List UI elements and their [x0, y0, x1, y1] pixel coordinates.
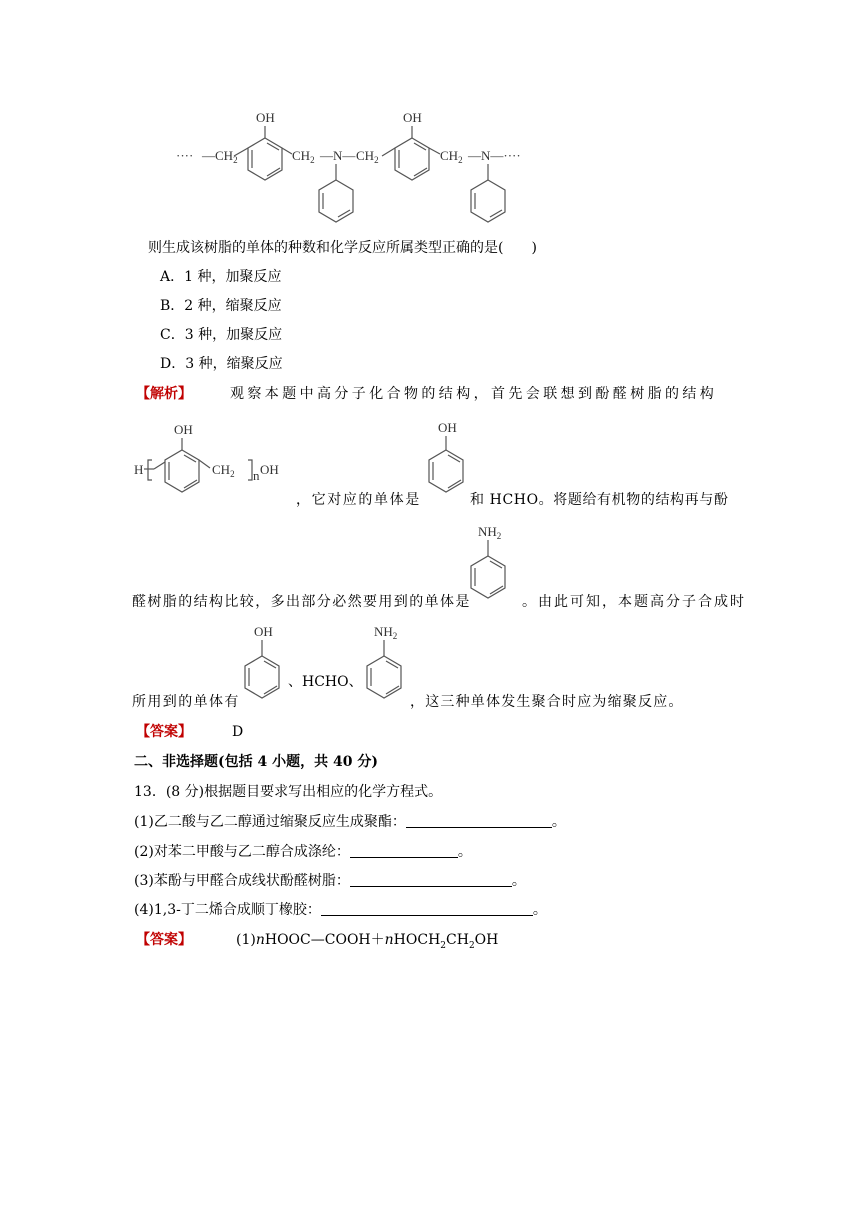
polymer-ch2-c: $CH_2$ — [356, 148, 379, 165]
benzene-ring-n2 — [471, 180, 505, 222]
q13-item-2: (2)对苯二甲酸与乙二醇合成涤纶： 。 — [134, 844, 472, 860]
answer-blank-3[interactable] — [350, 872, 512, 887]
resin-oh-end: OH — [260, 462, 279, 477]
answer-tag-1: 【答案】 — [136, 724, 192, 740]
phenol-oh: OH — [438, 420, 457, 435]
answer-tag-2: 【答案】 — [136, 932, 192, 948]
phenol-resin-structure — [132, 416, 292, 500]
analysis-line-1: 观察本题中高分子化合物的结构，首先会联想到酚醛树脂的结构 — [230, 386, 718, 402]
section-2-title: 二、非选择题(包括 4 小题，共 40 分) — [134, 754, 378, 770]
polymer-ch2-b: $CH_2$ — [292, 148, 315, 165]
question-stem: 则生成该树脂的单体的种数和化学反应所属类型正确的是( ) — [148, 240, 537, 256]
answer-blank-2[interactable] — [350, 843, 458, 858]
q13-item-4: (4)1,3-丁二烯合成顺丁橡胶： 。 — [134, 902, 547, 918]
resin-ch2: $CH_2$ — [212, 462, 235, 479]
analysis-line-4-end: ，这三种单体发生聚合时应为缩聚反应。 — [410, 694, 684, 710]
q13-item-1: (1)乙二酸与乙二醇通过缩聚反应生成聚酯： 。 — [134, 814, 566, 830]
analysis-line-2-mid: ，它对应的单体是 — [296, 492, 421, 508]
answer-blank-4[interactable] — [321, 901, 533, 916]
polymer-ch2-a: $—CH_2$ — [202, 148, 238, 165]
answer-blank-1[interactable] — [406, 813, 552, 828]
option-a: A．1 种，加聚反应 — [160, 269, 282, 285]
analysis-line-4-start: 所用到的单体有 — [132, 694, 240, 710]
answer-value-2: $(1)nHOOC—COOH+nHOCH_2CH_2OH$ — [236, 932, 499, 951]
polymer-ch2-d: $CH_2$ — [440, 148, 463, 165]
option-d: D．3 种，缩聚反应 — [160, 356, 283, 372]
analysis-line-2-end: 和 HCHO。将题给有机物的结构再与酚 — [470, 492, 729, 508]
q13-stem: 13．(8 分)根据题目要求写出相应的化学方程式。 — [134, 784, 443, 800]
analysis-line-3-start: 醛树脂的结构比较，多出部分必然要用到的单体是 — [132, 594, 471, 610]
aniline-nh2-1: $NH_2$ — [478, 524, 502, 541]
polymer-structure — [170, 106, 540, 230]
polymer-n-1: —N— — [320, 148, 356, 163]
polymer-n-2: —N—···· — [468, 148, 521, 163]
analysis-line-4-mid: 、HCHO、 — [288, 674, 363, 690]
resin-oh: OH — [174, 422, 193, 437]
resin-h: H — [134, 462, 144, 477]
answer-value-1: D — [232, 724, 244, 740]
benzene-ring-1 — [248, 138, 282, 180]
analysis-tag: 【解析】 — [136, 386, 192, 402]
benzene-ring-2 — [395, 138, 429, 180]
phenol-monomer-2 — [234, 620, 284, 706]
benzene-ring-n1 — [319, 180, 353, 222]
phenol-oh-2: OH — [254, 624, 273, 639]
analysis-line-3-end: 。由此可知，本题高分子合成时 — [522, 594, 746, 610]
oh-label-1: OH — [256, 110, 275, 125]
q13-item-3: (3)苯酚与甲醛合成线状酚醛树脂： 。 — [134, 873, 526, 889]
option-b: B．2 种，缩聚反应 — [160, 298, 282, 314]
oh-label-2: OH — [403, 110, 422, 125]
resin-n: n — [253, 468, 260, 483]
aniline-monomer-2 — [356, 620, 416, 706]
option-c: C．3 种，加聚反应 — [160, 327, 283, 343]
phenol-monomer — [418, 416, 468, 500]
polymer-start-dots: ···· — [176, 148, 194, 163]
aniline-nh2-2: $NH_2$ — [374, 624, 398, 641]
